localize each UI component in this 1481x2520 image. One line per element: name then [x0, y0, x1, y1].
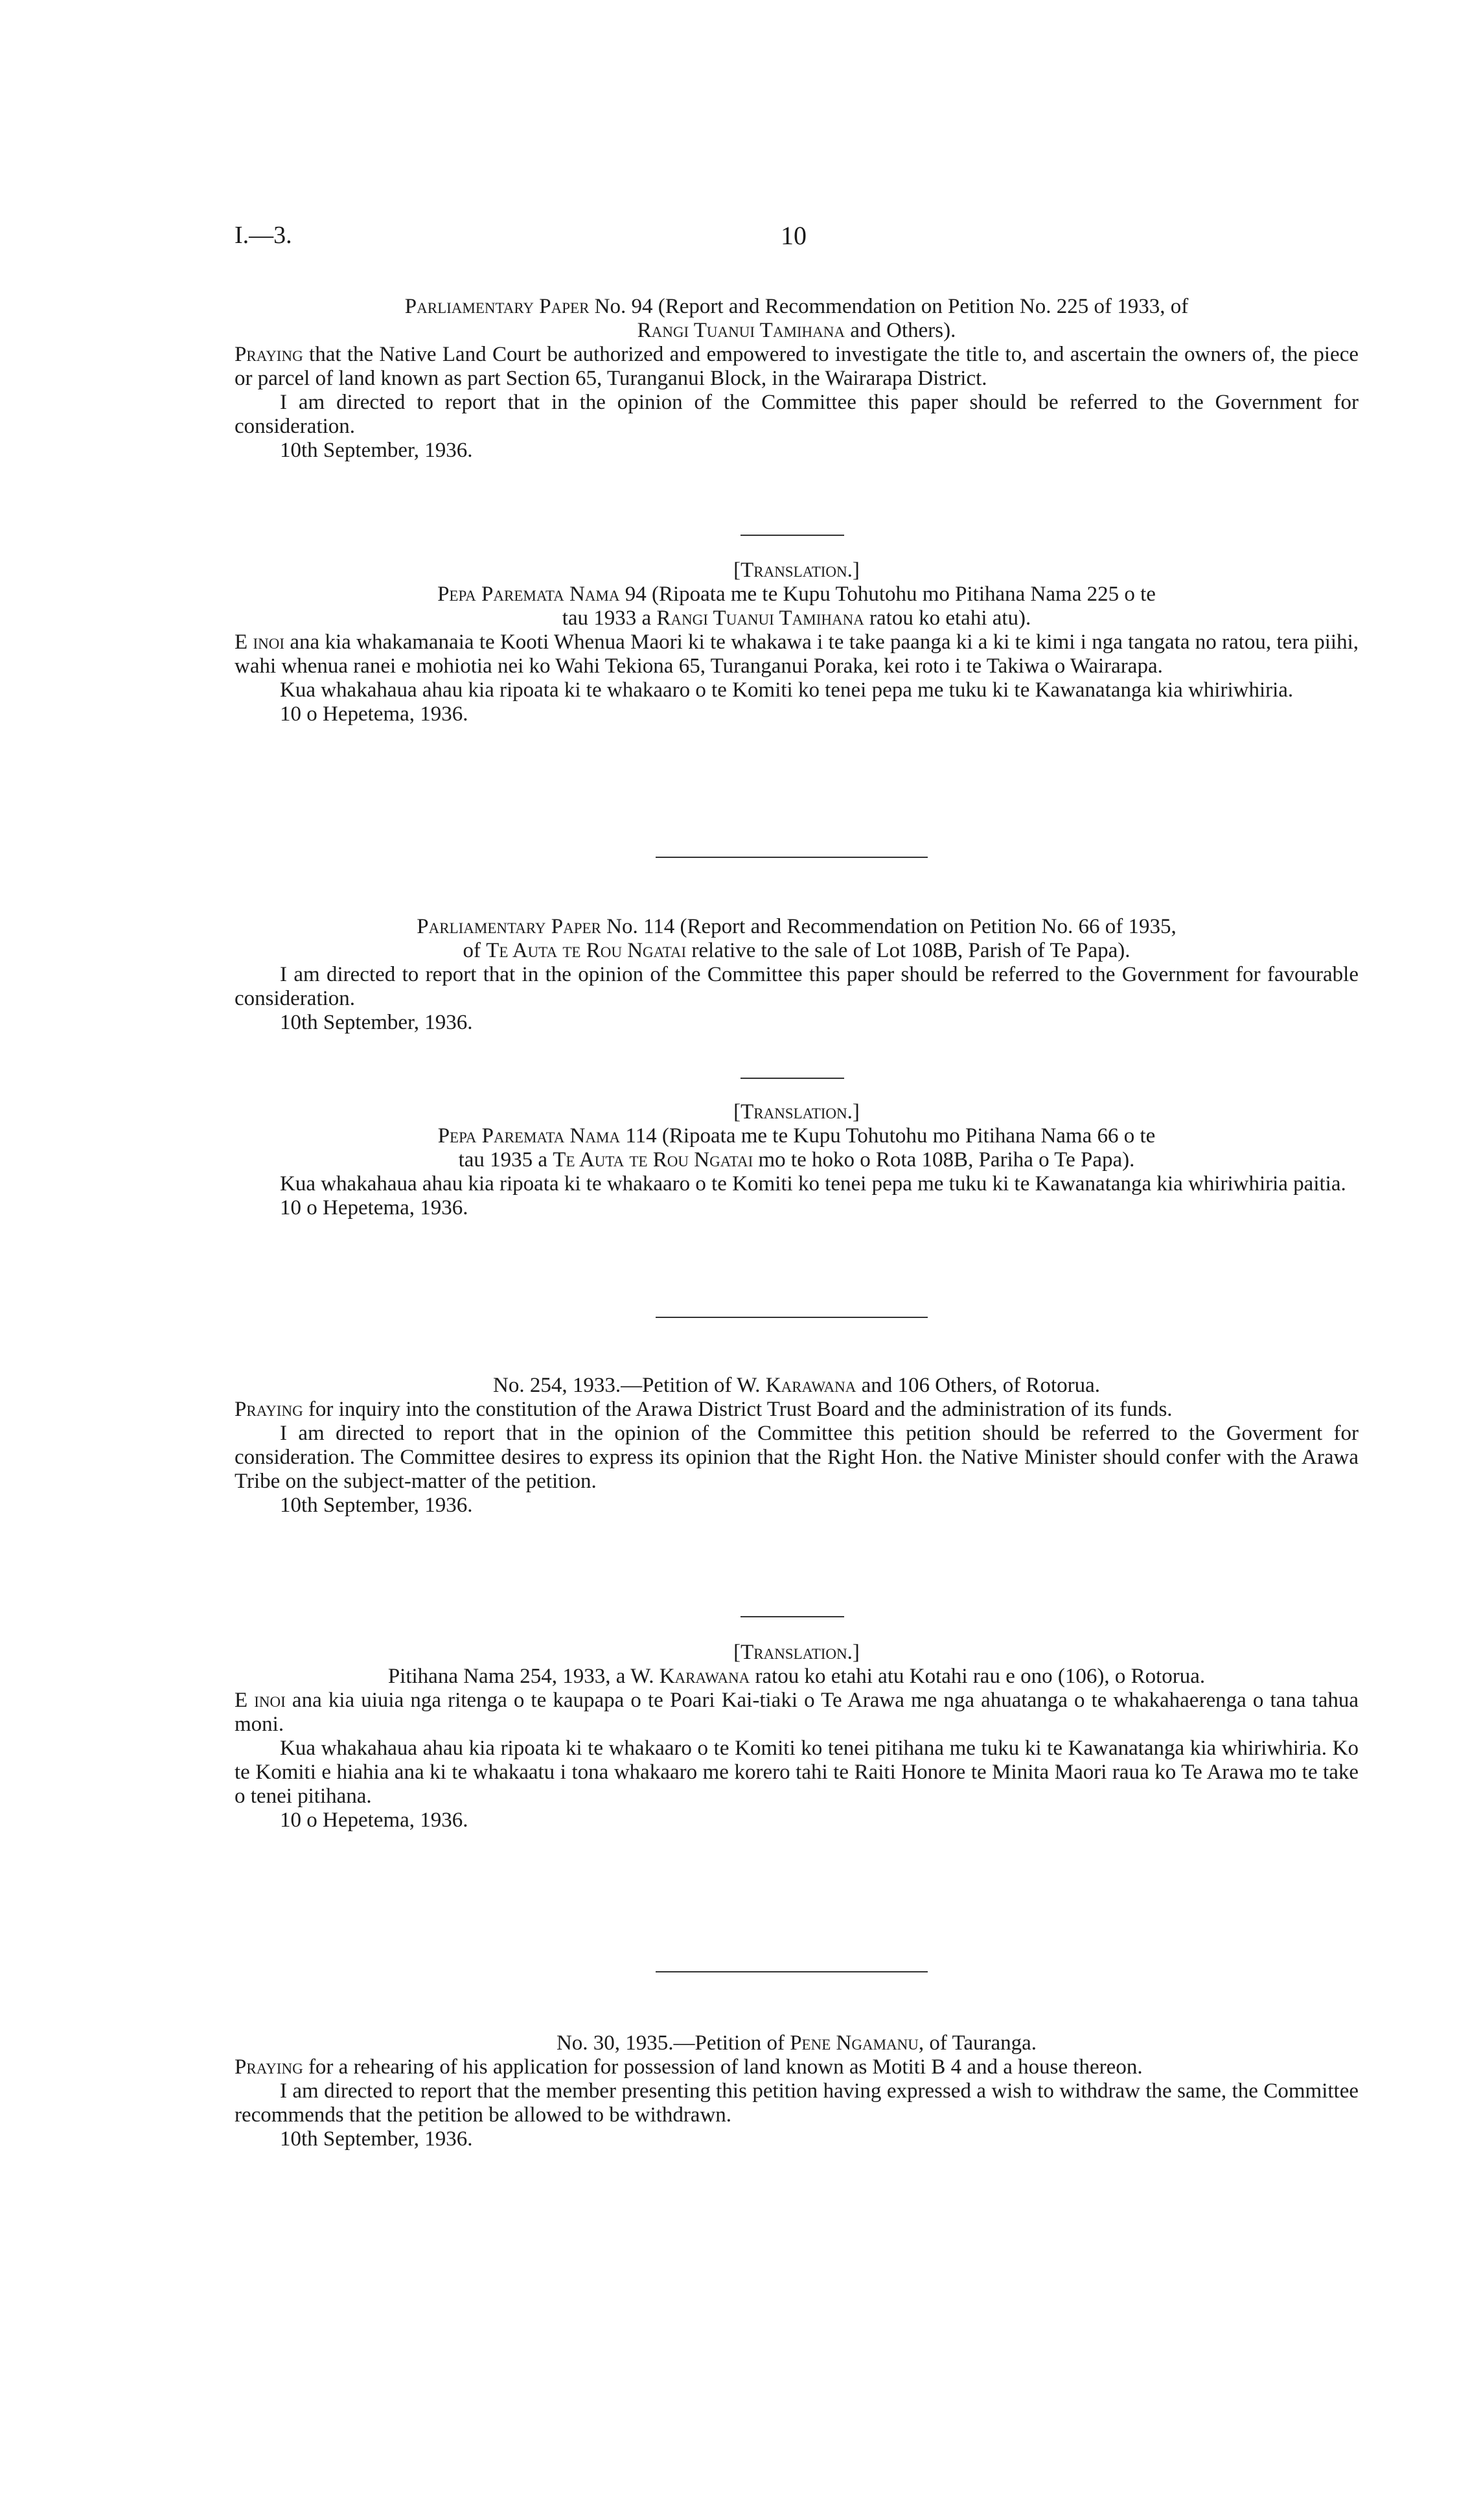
- praying-text: ana kia whakamanaia te Kooti Whenua Maori ki te whakawa i te take paanga ki a ki te kimi i nga tangata no ratou, tera piihi, wahi whenua ranei e mohiotia nei ko Wahi Tekiona 65, Turanganui Poraka, kei roto i te Takiwa o Wairarapa.: [235, 630, 1359, 678]
- section-translation-254: [235, 1641, 1359, 1832]
- title-text: 114 (Ripoata me te Kupu Tohutohu mo Pitihana Nama 66 o te: [625, 1124, 1156, 1148]
- petitioner-name: Te Auta te Rou Ngatai: [553, 1148, 753, 1172]
- report-date: 10 o Hepetema, 1936.: [280, 1196, 468, 1220]
- praying-text: ana kia uiuia nga ritenga o te kaupapa o te Poari Kai-tiaki o Te Arawa me nga ahuatanga o te whakahaerenga o tana tahua moni.: [235, 1689, 1359, 1736]
- title-text: No. 94 (Report and Recommendation on Petition No. 225 of 1933, of: [594, 295, 1189, 318]
- section-title: [235, 1374, 1359, 1398]
- praying-paragraph: [235, 343, 1359, 391]
- report-paragraph: Kua whakahaua ahau kia ripoata ki te whakaaro o te Komiti ko tenei pepa me tuku ki te Kawanatanga kia whiriwhiria.: [280, 678, 1294, 702]
- praying-word: E inoi: [235, 1689, 286, 1712]
- title-text-pre: No. 30, 1935.—Petition of: [556, 2031, 785, 2055]
- title-text-pre: of: [463, 939, 481, 962]
- title-text-end: and 106 Others, of Rotorua.: [861, 1374, 1100, 1397]
- divider-short: [740, 535, 844, 536]
- document-reference: I.—3.: [235, 222, 292, 249]
- title-text: No. 114 (Report and Recommendation on Petition No. 66 of 1935,: [606, 915, 1177, 938]
- title-text-end: ratou ko etahi atu Kotahi rau e ono (106), o Rotorua.: [755, 1665, 1206, 1688]
- report-paragraph: I am directed to report that in the opinion of the Committee this petition should be referred to the Goverment for consideration. The Committee desires to express its opinion that the Right Hon. the Native Minister should confer with the Arawa Tribe on the subject-matter of the petition.: [235, 1422, 1359, 1493]
- title-text-end: ratou ko etahi atu).: [869, 607, 1031, 630]
- report-date: 10th September, 1936.: [280, 1011, 473, 1034]
- divider-short: [740, 1616, 844, 1617]
- petitioner-name: Karawana: [659, 1665, 750, 1688]
- report-paragraph: Kua whakahaua ahau kia ripoata ki te whakaaro o te Komiti ko tenei pepa me tuku ki te Kawanatanga kia whiriwhiria paitia.: [280, 1172, 1346, 1196]
- praying-word: Praying: [235, 2055, 303, 2079]
- petitioner-name: Te Auta te Rou Ngatai: [486, 939, 687, 962]
- section-translation-94: [235, 559, 1359, 726]
- translation-heading: [Translation.]: [733, 1100, 860, 1124]
- section-title: [235, 1665, 1359, 1689]
- section-title: [235, 915, 1359, 963]
- translation-label: Translation.: [740, 559, 853, 582]
- report-date: 10th September, 1936.: [280, 1494, 473, 1517]
- page-number: 10: [781, 221, 807, 250]
- report-date: 10th September, 1936.: [280, 439, 473, 462]
- report-paragraph: I am directed to report that in the opinion of the Committee this paper should be referred to the Government for favourable consideration.: [235, 963, 1359, 1010]
- petitioner-name: Rangi Tuanui Tamihana: [656, 607, 864, 630]
- praying-text: for inquiry into the constitution of the Arawa District Trust Board and the administration of its funds.: [308, 1398, 1173, 1421]
- divider-long: [656, 857, 928, 858]
- title-text-end: and Others).: [850, 319, 956, 342]
- translation-label: Translation.: [740, 1641, 853, 1664]
- title-prefix: Parliamentary Paper: [417, 915, 601, 938]
- section-petition-30: [235, 2031, 1359, 2151]
- title-text-pre: Pitihana Nama 254, 1933, a W.: [387, 1665, 654, 1688]
- title-text-end: , of Tauranga.: [918, 2031, 1037, 2055]
- divider-long: [656, 1971, 928, 1972]
- praying-paragraph: [235, 630, 1359, 678]
- petitioner-name: Pene Ngamanu: [790, 2031, 919, 2055]
- praying-paragraph: [235, 1689, 1359, 1737]
- divider-long: [656, 1317, 928, 1318]
- title-text-end: mo te hoko o Rota 108B, Pariha o Te Papa).: [758, 1148, 1135, 1172]
- title-text: 94 (Ripoata me te Kupu Tohutohu mo Pitihana Nama 225 o te: [625, 583, 1156, 606]
- petitioner-name: Karawana: [765, 1374, 856, 1397]
- praying-word: E inoi: [235, 630, 285, 654]
- section-title: [235, 2031, 1359, 2055]
- report-date: 10 o Hepetema, 1936.: [280, 1809, 468, 1832]
- translation-label: Translation.: [740, 1100, 853, 1124]
- title-prefix: Parliamentary Paper: [404, 295, 590, 318]
- report-date: 10 o Hepetema, 1936.: [280, 702, 468, 726]
- praying-text: that the Native Land Court be authorized and empowered to investigate the title to, and ascertain the owners of, the piece or parcel of land known as part Section 65, Turanganui Block, in the Wairarapa District.: [235, 343, 1359, 390]
- praying-paragraph: [235, 2055, 1359, 2079]
- title-text-end: relative to the sale of Lot 108B, Parish of Te Papa).: [691, 939, 1131, 962]
- section-title: [235, 295, 1359, 343]
- praying-paragraph: [235, 1398, 1359, 1422]
- translation-heading: [Translation.]: [733, 1641, 860, 1664]
- translation-heading: [Translation.]: [733, 559, 860, 582]
- title-prefix: Pepa Paremata Nama: [437, 1124, 621, 1148]
- section-title: [235, 583, 1359, 630]
- section-petition-254: [235, 1374, 1359, 1518]
- praying-word: Praying: [235, 1398, 303, 1421]
- title-text-pre: tau 1935 a: [458, 1148, 548, 1172]
- report-paragraph: I am directed to report that in the opinion of the Committee this paper should be referred to the Government for consideration.: [235, 391, 1359, 438]
- praying-text: for a rehearing of his application for possession of land known as Motiti B 4 and a house thereon.: [308, 2055, 1143, 2079]
- section-title: [235, 1124, 1359, 1172]
- petitioner-name: Rangi Tuanui Tamihana: [637, 319, 845, 342]
- title-text-pre: No. 254, 1933.—Petition of W.: [492, 1374, 761, 1397]
- praying-word: Praying: [235, 343, 303, 366]
- report-paragraph: I am directed to report that the member presenting this petition having expressed a wish to withdraw the same, the Committee recommends that the petition be allowed to be withdrawn.: [235, 2079, 1359, 2127]
- section-paper-94: [235, 295, 1359, 463]
- title-text-pre: tau 1933 a: [562, 607, 652, 630]
- section-translation-114: [235, 1100, 1359, 1220]
- section-paper-114: [235, 915, 1359, 1035]
- report-paragraph: Kua whakahaua ahau kia ripoata ki te whakaaro o te Komiti ko tenei pitihana me tuku ki te Kawanatanga kia whiriwhiria. Ko te Komiti e hiahia ana ki te whakaatu i tona whakaaro me korero tahi te Raiti Honore te Minita Maori raua ko Te Arawa mo te take o tenei pitihana.: [235, 1737, 1359, 1808]
- divider-short: [740, 1078, 844, 1079]
- report-date: 10th September, 1936.: [280, 2127, 473, 2151]
- title-prefix: Pepa Paremata Nama: [437, 583, 620, 606]
